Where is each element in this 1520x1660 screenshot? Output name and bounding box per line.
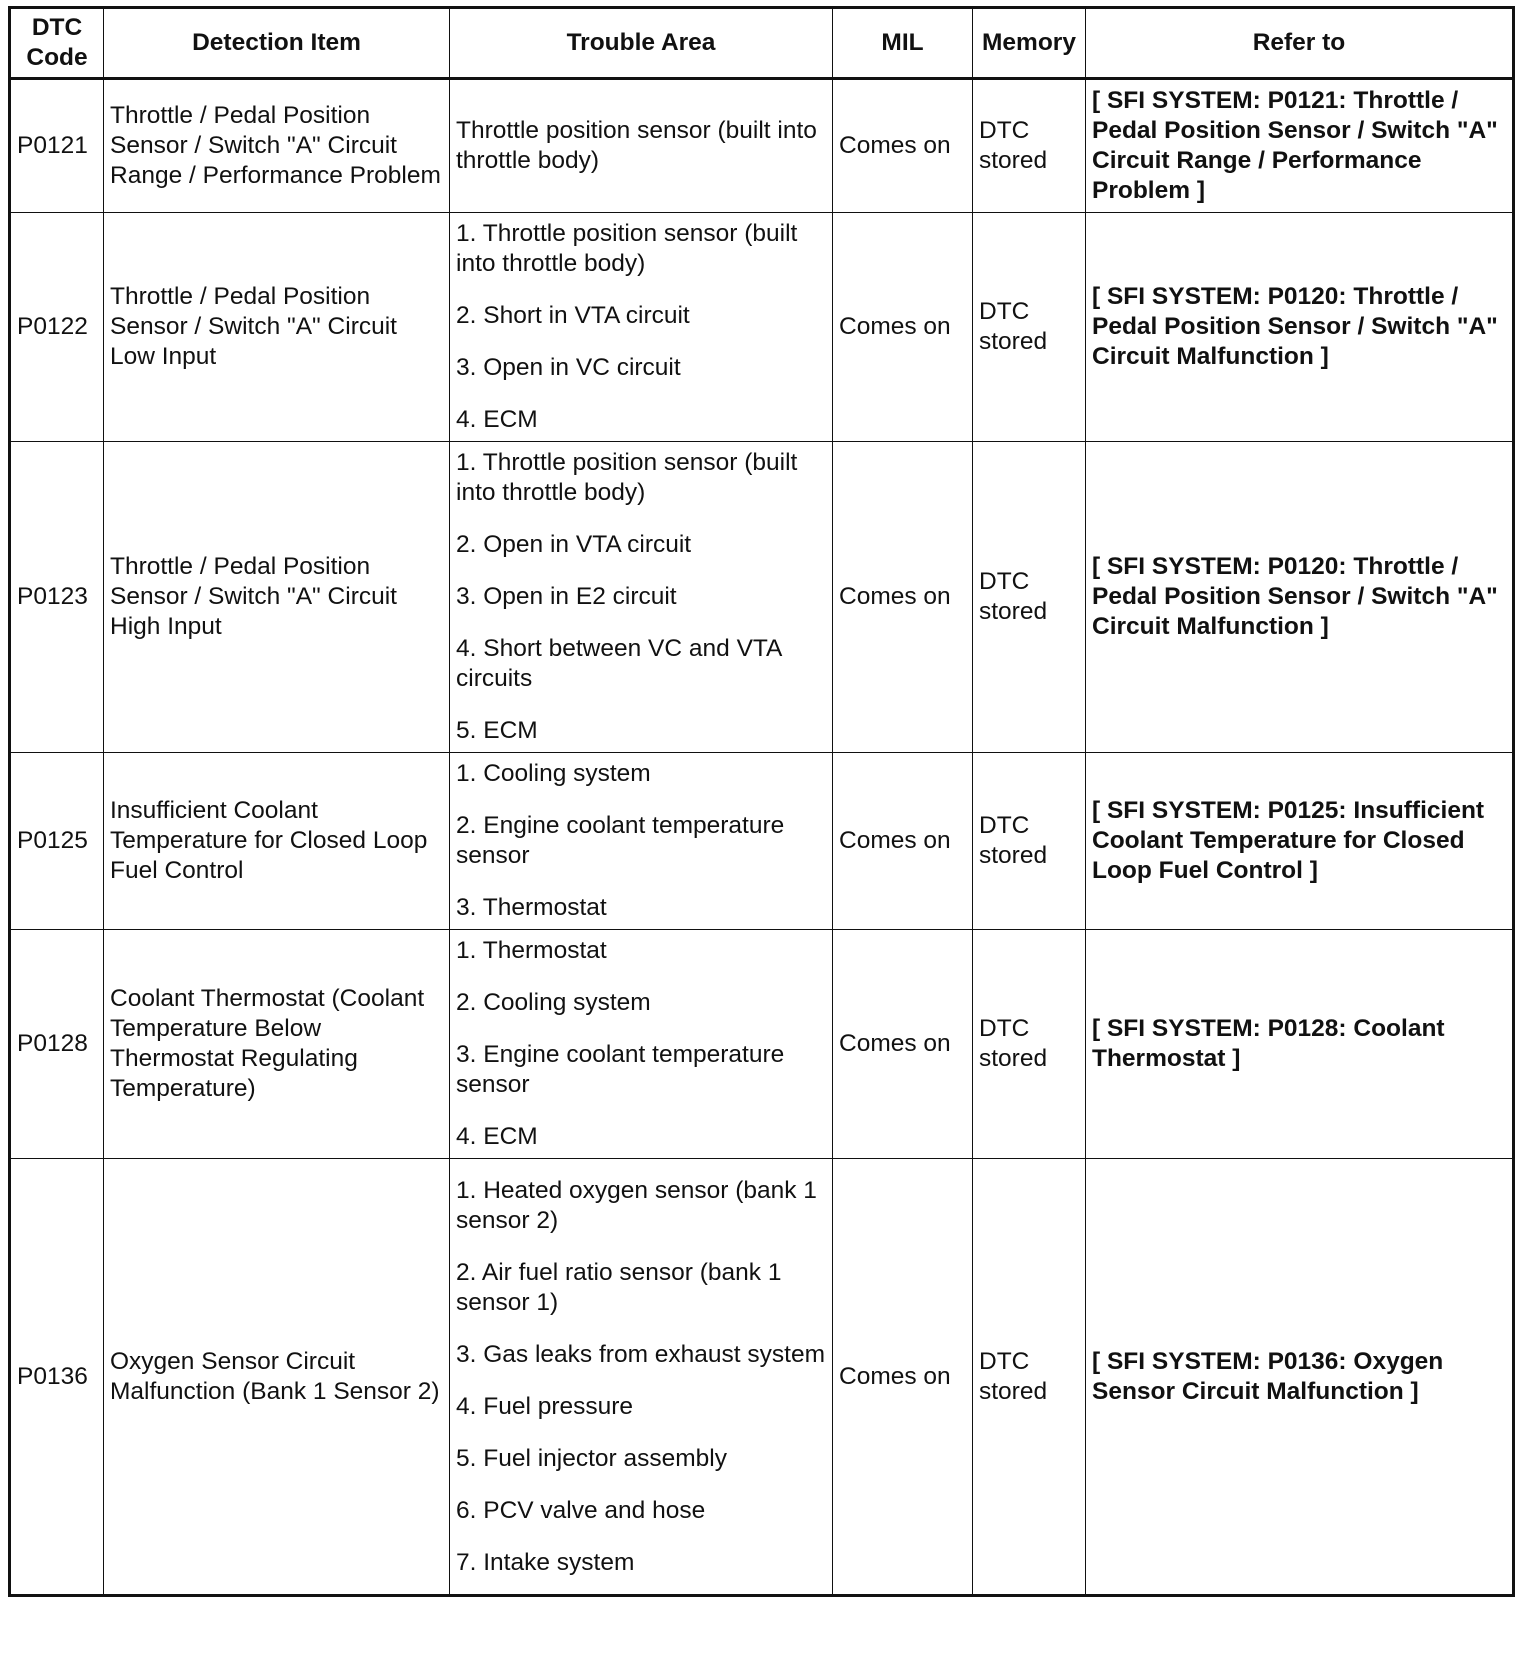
trouble-area-item: 1. Cooling system (456, 760, 651, 787)
trouble-area-item: 5. ECM (456, 717, 538, 744)
trouble-area-item: 6. PCV valve and hose (456, 1496, 706, 1524)
refer-to-cell: [ SFI SYSTEM: P0121: Throttle / Pedal Position Sensor / Switch "A" Circuit Range / Performance Problem ] (1086, 79, 1514, 213)
dtc-code-cell: P0121 (10, 79, 104, 213)
detection-item-cell: Throttle / Pedal Position Sensor / Switch "A" Circuit Low Input (104, 213, 450, 442)
header-refer-to: Refer to (1086, 8, 1514, 79)
mil-cell: Comes on (833, 213, 973, 442)
trouble-area-item: Throttle position sensor (built into throttle body) (456, 117, 817, 174)
dtc-code-cell: P0122 (10, 213, 104, 442)
refer-to-cell: [ SFI SYSTEM: P0120: Throttle / Pedal Position Sensor / Switch "A" Circuit Malfunction ] (1086, 213, 1514, 442)
dtc-table (8, 6, 1515, 1597)
trouble-area-item: 1. Heated oxygen sensor (bank 1 sensor 2) (456, 1176, 817, 1234)
trouble-area-cell (450, 213, 833, 442)
header-memory: Memory (973, 8, 1086, 79)
refer-to-cell: [ SFI SYSTEM: P0120: Throttle / Pedal Position Sensor / Switch "A" Circuit Malfunction ] (1086, 442, 1514, 753)
table-row (10, 79, 1514, 213)
detection-item-cell: Oxygen Sensor Circuit Malfunction (Bank 1 Sensor 2) (104, 1159, 450, 1596)
trouble-area-item: 2. Air fuel ratio sensor (bank 1 sensor 1) (456, 1258, 782, 1316)
trouble-area-item: 4. Fuel pressure (456, 1392, 634, 1420)
trouble-area-item: 4. ECM (456, 406, 538, 433)
trouble-area-item: 4. ECM (456, 1123, 538, 1150)
mil-cell: Comes on (833, 79, 973, 213)
table-row (10, 1159, 1514, 1596)
detection-item-cell: Coolant Thermostat (Coolant Temperature Below Thermostat Regulating Temperature) (104, 930, 450, 1159)
trouble-area-item: 2. Open in VTA circuit (456, 531, 692, 558)
trouble-area-item: 3. Thermostat (456, 894, 607, 921)
trouble-area-item: 7. Intake system (456, 1548, 635, 1576)
memory-cell: DTC stored (973, 930, 1086, 1159)
trouble-area-item: 5. Fuel injector assembly (456, 1444, 727, 1472)
memory-cell: DTC stored (973, 753, 1086, 930)
trouble-area-item: 1. Throttle position sensor (built into throttle body) (456, 449, 798, 506)
detection-item-cell: Throttle / Pedal Position Sensor / Switch "A" Circuit Range / Performance Problem (104, 79, 450, 213)
dtc-code-cell: P0136 (10, 1159, 104, 1596)
dtc-code-cell: P0123 (10, 442, 104, 753)
refer-to-cell: [ SFI SYSTEM: P0125: Insufficient Coolant Temperature for Closed Loop Fuel Control ] (1086, 753, 1514, 930)
detection-item-cell: Throttle / Pedal Position Sensor / Switch "A" Circuit High Input (104, 442, 450, 753)
trouble-area-cell (450, 930, 833, 1159)
memory-cell: DTC stored (973, 213, 1086, 442)
header-dtc-code: DTC Code (10, 8, 104, 79)
mil-cell: Comes on (833, 1159, 973, 1596)
memory-cell: DTC stored (973, 442, 1086, 753)
trouble-area-cell (450, 79, 833, 213)
trouble-area-item: 3. Open in E2 circuit (456, 583, 677, 610)
table-row (10, 930, 1514, 1159)
refer-to-cell: [ SFI SYSTEM: P0136: Oxygen Sensor Circuit Malfunction ] (1086, 1159, 1514, 1596)
table-row (10, 753, 1514, 930)
detection-item-cell: Insufficient Coolant Temperature for Closed Loop Fuel Control (104, 753, 450, 930)
dtc-code-cell: P0125 (10, 753, 104, 930)
trouble-area-item: 1. Thermostat (456, 937, 607, 964)
trouble-area-item: 3. Engine coolant temperature sensor (456, 1041, 785, 1098)
trouble-area-item: 2. Engine coolant temperature sensor (456, 812, 785, 869)
trouble-area-cell (450, 753, 833, 930)
trouble-area-item: 2. Short in VTA circuit (456, 302, 690, 329)
table-row (10, 213, 1514, 442)
refer-to-cell: [ SFI SYSTEM: P0128: Coolant Thermostat ] (1086, 930, 1514, 1159)
table-body (10, 79, 1514, 1596)
trouble-area-item: 4. Short between VC and VTA circuits (456, 635, 782, 692)
header-detection-item: Detection Item (104, 8, 450, 79)
dtc-code-cell: P0128 (10, 930, 104, 1159)
table-row (10, 442, 1514, 753)
mil-cell: Comes on (833, 442, 973, 753)
trouble-area-cell (450, 1159, 833, 1596)
table-header-row (10, 8, 1514, 79)
trouble-area-item: 3. Open in VC circuit (456, 354, 681, 381)
header-mil: MIL (833, 8, 973, 79)
mil-cell: Comes on (833, 753, 973, 930)
trouble-area-cell (450, 442, 833, 753)
trouble-area-item: 3. Gas leaks from exhaust system (456, 1340, 825, 1368)
mil-cell: Comes on (833, 930, 973, 1159)
trouble-area-item: 1. Throttle position sensor (built into throttle body) (456, 220, 798, 277)
header-trouble-area: Trouble Area (450, 8, 833, 79)
trouble-area-item: 2. Cooling system (456, 989, 651, 1016)
memory-cell: DTC stored (973, 1159, 1086, 1596)
memory-cell: DTC stored (973, 79, 1086, 213)
